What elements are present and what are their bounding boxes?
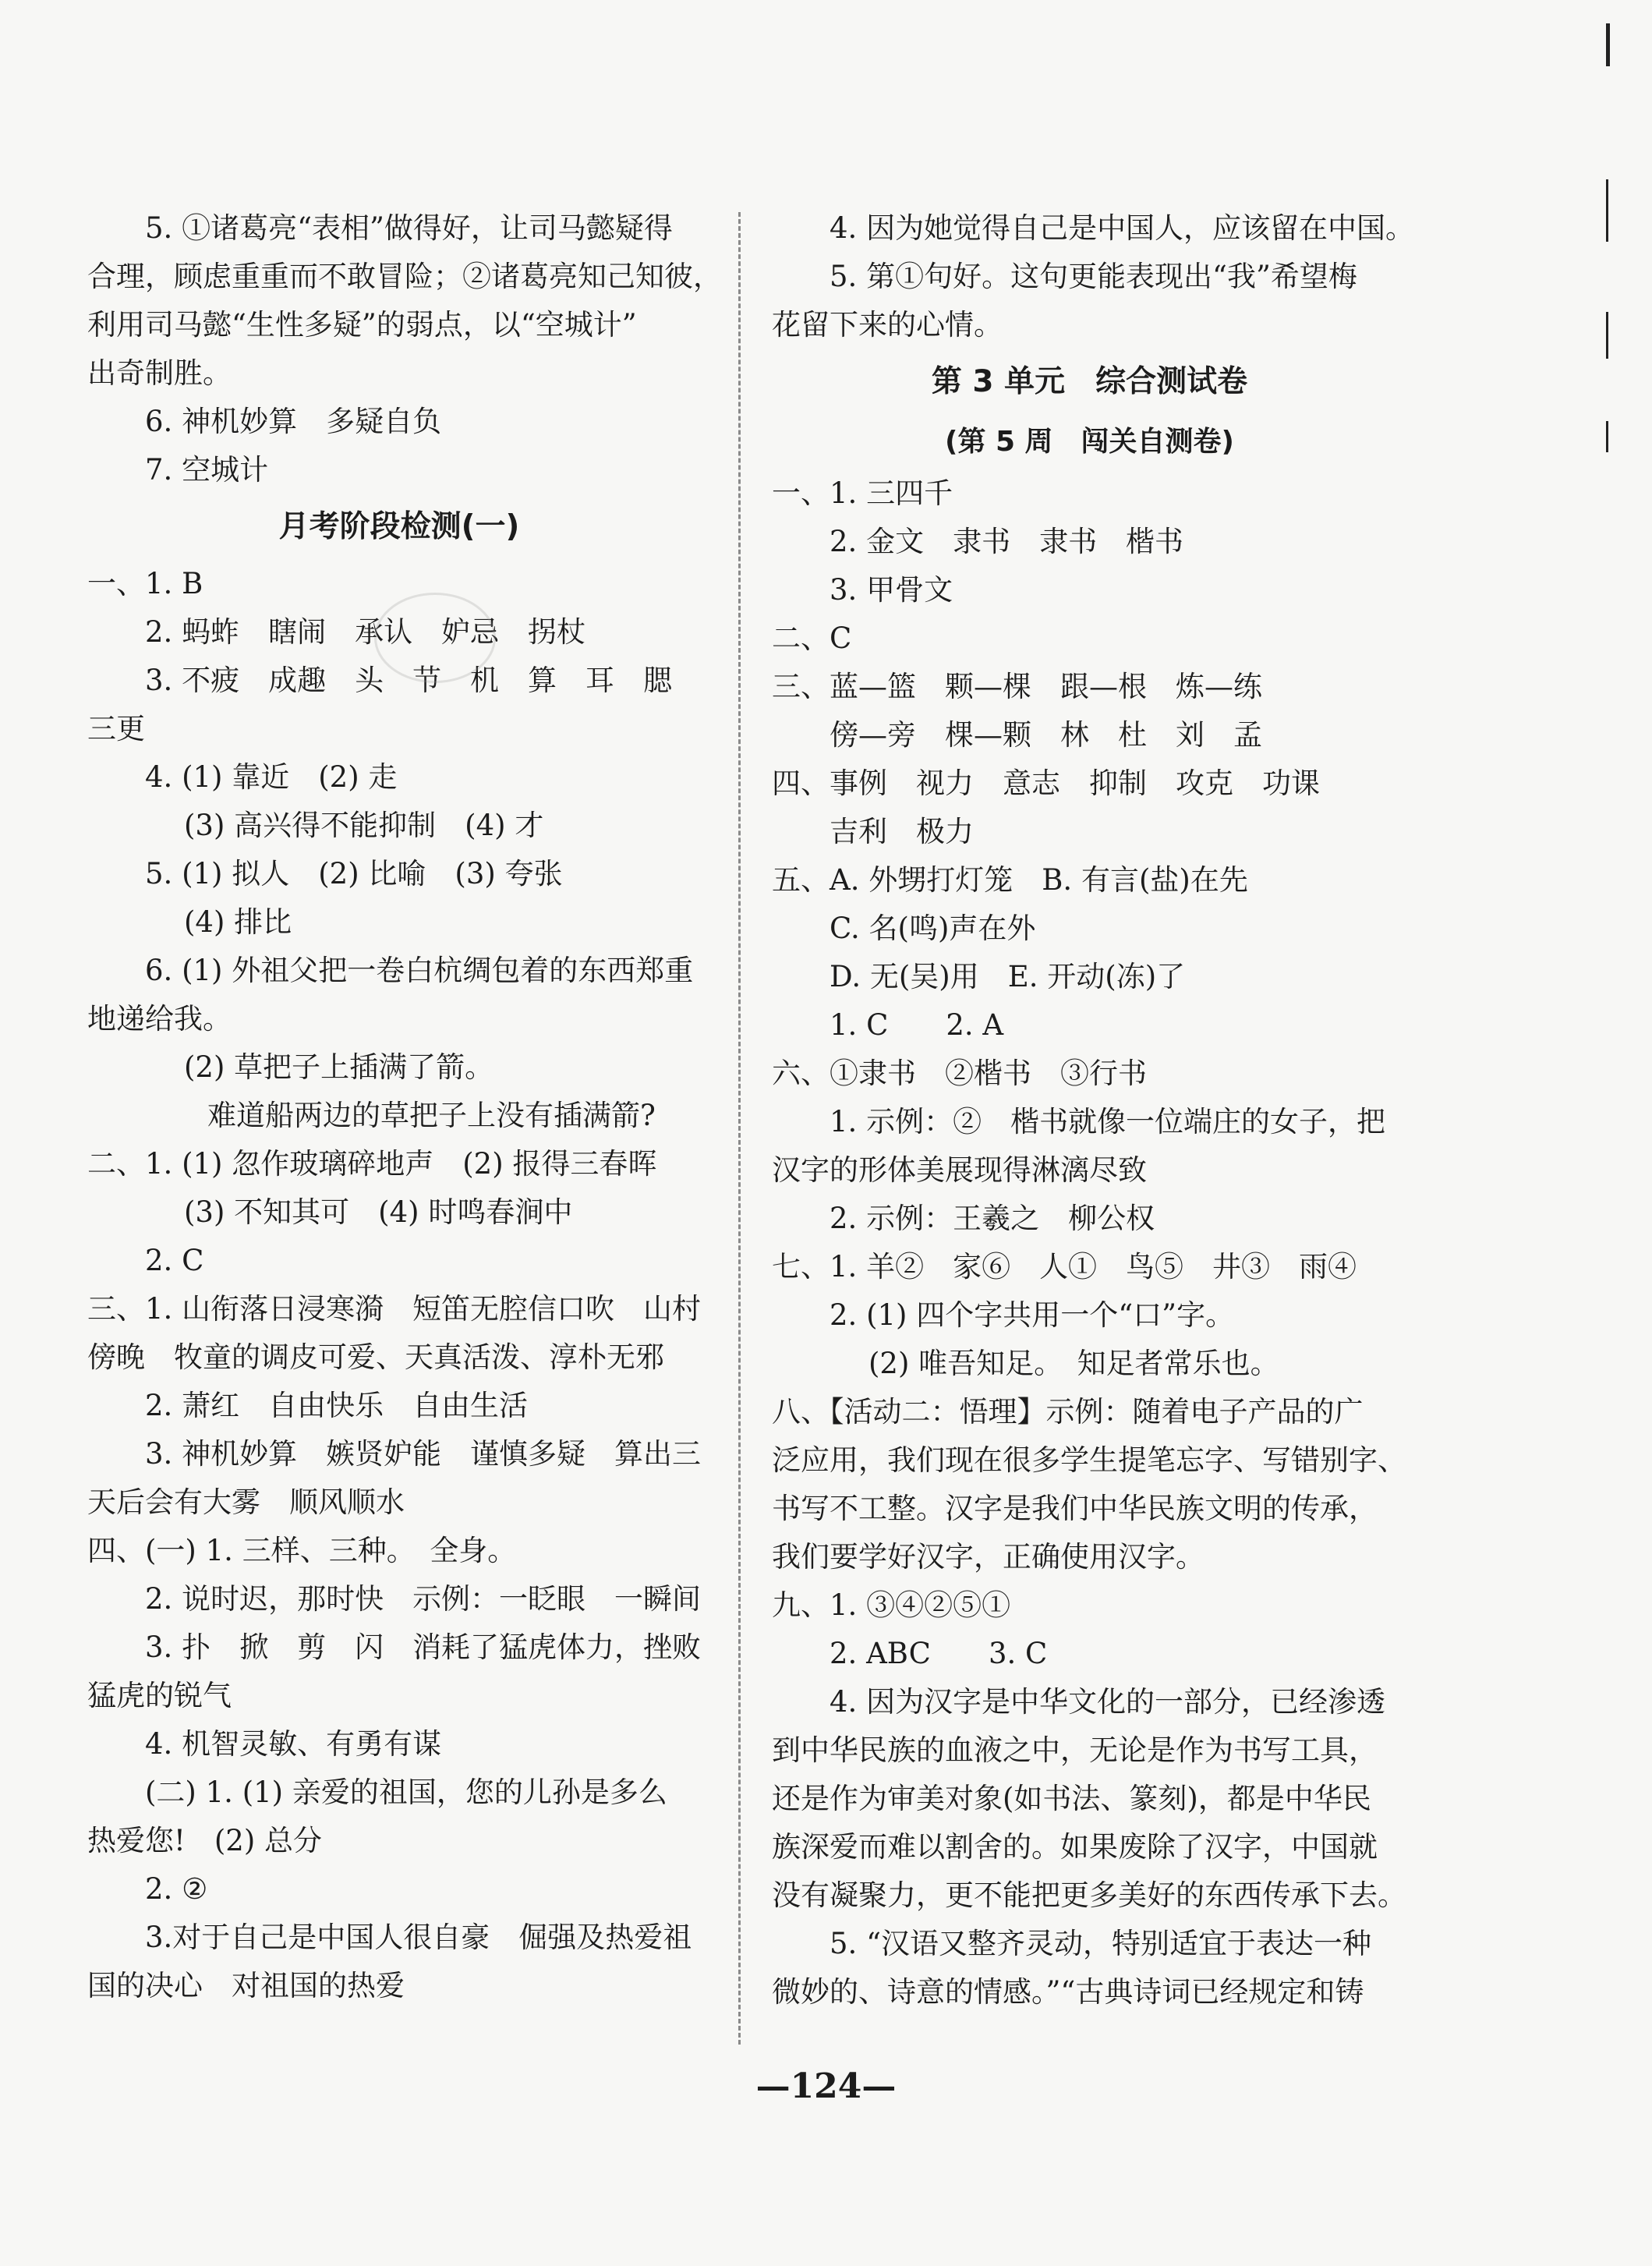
answer-line: 利用司马懿“生性多疑”的弱点，以“空城计” bbox=[87, 308, 637, 342]
answer-line: 二、1. (1) 忽作玻璃碎地声 (2) 报得三春晖 bbox=[87, 1147, 657, 1181]
answer-line: (2) 唯吾知足。 知足者常乐也。 bbox=[868, 1347, 1279, 1380]
answer-line: 族深爱而难以割舍的。如果废除了汉字，中国就 bbox=[772, 1830, 1378, 1864]
answer-line: 花留下来的心情。 bbox=[772, 308, 1003, 342]
answer-line: 2. 萧红 自由快乐 自由生活 bbox=[145, 1389, 529, 1422]
answer-line: 4. 因为汉字是中华文化的一部分，已经渗透 bbox=[830, 1685, 1386, 1719]
answer-line: 地递给我。 bbox=[87, 1002, 232, 1036]
answer-line: 2. 金文 隶书 隶书 楷书 bbox=[830, 525, 1184, 558]
answer-line: 3. 甲骨文 bbox=[830, 573, 953, 607]
scan-edge-mark bbox=[1606, 179, 1608, 242]
answer-line: 天后会有大雾 顺风顺水 bbox=[87, 1485, 405, 1519]
answer-line: 没有凝聚力，更不能把更多美好的东西传承下去。 bbox=[772, 1878, 1406, 1912]
scan-edge-mark bbox=[1606, 312, 1608, 359]
right-column bbox=[772, 204, 1415, 2016]
answer-line: 泛应用，我们现在很多学生提笔忘字、写错别字、 bbox=[772, 1443, 1406, 1477]
answer-line: 5. (1) 拟人 (2) 比喻 (3) 夸张 bbox=[145, 857, 563, 890]
answer-line: 书写不工整。汉字是我们中华民族文明的传承， bbox=[772, 1492, 1378, 1525]
answer-line: 难道船两边的草把子上没有插满箭? bbox=[207, 1099, 656, 1132]
answer-line: 五、A. 外甥打灯笼 B. 有言(盐)在先 bbox=[772, 863, 1248, 897]
answer-line: 4. (1) 靠近 (2) 走 bbox=[145, 760, 398, 794]
answer-line: 吉利 极力 bbox=[830, 815, 974, 848]
answer-line: 六、①隶书 ②楷书 ③行书 bbox=[772, 1057, 1147, 1090]
answer-line: 四、(一) 1. 三样、三种。 全身。 bbox=[87, 1534, 517, 1567]
answer-line: 一、1. B bbox=[87, 567, 203, 600]
left-column bbox=[87, 204, 722, 2010]
scan-edge-mark bbox=[1606, 421, 1608, 452]
answer-line: 出奇制胜。 bbox=[87, 356, 232, 390]
answer-line: 6. (1) 外祖父把一卷白杭绸包着的东西郑重 bbox=[145, 954, 694, 987]
section-heading: 月考阶段检测(一) bbox=[278, 509, 520, 544]
answer-line: 汉字的形体美展现得淋漓尽致 bbox=[772, 1153, 1147, 1187]
answer-line: 猛虎的锐气 bbox=[87, 1679, 232, 1712]
answer-line: 八、【活动二：悟理】示例：随着电子产品的广 bbox=[772, 1395, 1364, 1429]
answer-line: 到中华民族的血液之中，无论是作为书写工具， bbox=[772, 1733, 1378, 1767]
answer-line: 九、1. ③④②⑤① bbox=[772, 1588, 1011, 1622]
answer-line: D. 无(吴)用 E. 开动(冻)了 bbox=[830, 960, 1186, 993]
answer-line: 我们要学好汉字，正确使用汉字。 bbox=[772, 1540, 1205, 1574]
answer-line: 5. ①诸葛亮“表相”做得好，让司马懿疑得 bbox=[145, 211, 673, 245]
answer-line: (3) 高兴得不能抑制 (4) 才 bbox=[184, 809, 544, 842]
answer-line: 3. 扑 掀 剪 闪 消耗了猛虎体力，挫败 bbox=[145, 1630, 702, 1664]
answer-line: (3) 不知其可 (4) 时鸣春涧中 bbox=[184, 1195, 573, 1229]
answer-line: 1. C 2. A bbox=[830, 1008, 1004, 1042]
answer-line: 七、1. 羊② 家⑥ 人① 鸟⑤ 井③ 雨④ bbox=[772, 1250, 1357, 1283]
answer-line: 合理，顾虑重重而不敢冒险；②诸葛亮知己知彼， bbox=[87, 260, 722, 293]
watermark-stamp-icon bbox=[374, 593, 496, 683]
answer-line: 微妙的、诗意的情感。”“古典诗词已经规定和铸 bbox=[772, 1975, 1364, 2009]
answer-line: 2. C bbox=[145, 1244, 204, 1277]
section-heading: (第 5 周 闯关自测卷) bbox=[944, 426, 1235, 458]
answer-line: 2. 蚂蚱 瞎闹 承认 妒忌 拐杖 bbox=[145, 615, 586, 649]
answer-line: 3. 神机妙算 嫉贤妒能 谨慎多疑 算出三 bbox=[145, 1437, 702, 1471]
answer-line: 二、C bbox=[772, 621, 852, 655]
answer-line: 5. 第①句好。这句更能表现出“我”希望梅 bbox=[830, 260, 1357, 293]
answer-line: 傍晚 牧童的调皮可爱、天真活泼、淳朴无邪 bbox=[87, 1340, 664, 1374]
answer-line: 四、事例 视力 意志 抑制 攻克 功课 bbox=[772, 767, 1320, 800]
answer-line: 热爱您! (2) 总分 bbox=[87, 1824, 323, 1857]
column-divider bbox=[738, 212, 741, 2045]
answer-line: 4. 机智灵敏、有勇有谋 bbox=[145, 1727, 442, 1761]
answer-line: 2. (1) 四个字共用一个“口”字。 bbox=[830, 1298, 1235, 1332]
answer-line: 2. ② bbox=[145, 1872, 208, 1906]
answer-line: 一、1. 三四千 bbox=[772, 476, 953, 510]
answer-line: (2) 草把子上插满了箭。 bbox=[184, 1050, 494, 1084]
scan-edge-mark bbox=[1606, 23, 1610, 66]
answer-line: 1. 示例：② 楷书就像一位端庄的女子，把 bbox=[830, 1105, 1386, 1138]
answer-line: C. 名(鸣)声在外 bbox=[830, 912, 1036, 945]
answer-line: 三、蓝—篮 颗—棵 跟—根 炼—练 bbox=[772, 670, 1262, 703]
answer-line: 7. 空城计 bbox=[145, 453, 269, 487]
page-number: —124— bbox=[755, 2066, 897, 2106]
answer-line: 三更 bbox=[87, 712, 145, 745]
answer-line: 4. 因为她觉得自己是中国人，应该留在中国。 bbox=[830, 211, 1415, 245]
section-heading: 第 3 单元 综合测试卷 bbox=[931, 364, 1248, 399]
answer-line: 5. “汉语又整齐灵动，特别适宜于表达一种 bbox=[830, 1927, 1371, 1960]
answer-line: 3.对于自己是中国人很自豪 倔强及热爱祖 bbox=[145, 1921, 692, 1954]
answer-line: 6. 神机妙算 多疑自负 bbox=[145, 405, 442, 438]
answer-line: 2. 示例：王羲之 柳公权 bbox=[830, 1202, 1155, 1235]
answer-line: 2. ABC 3. C bbox=[830, 1637, 1048, 1670]
answer-line: 国的决心 对祖国的热爱 bbox=[87, 1969, 405, 2002]
answer-line: 傍—旁 棵—颗 林 杜 刘 孟 bbox=[830, 718, 1262, 752]
answer-line: 3. 不疲 成趣 头 节 机 算 耳 腮 bbox=[145, 664, 673, 697]
answer-line: 2. 说时迟，那时快 示例：一眨眼 一瞬间 bbox=[145, 1582, 702, 1616]
answer-line: 还是作为审美对象(如书法、篆刻)，都是中华民 bbox=[772, 1782, 1371, 1815]
answer-line: (4) 排比 bbox=[184, 905, 292, 939]
answer-line: 三、1. 山衔落日浸寒漪 短笛无腔信口吹 山村 bbox=[87, 1292, 702, 1326]
answer-line: (二) 1. (1) 亲爱的祖国，您的儿孙是多么 bbox=[145, 1776, 667, 1809]
